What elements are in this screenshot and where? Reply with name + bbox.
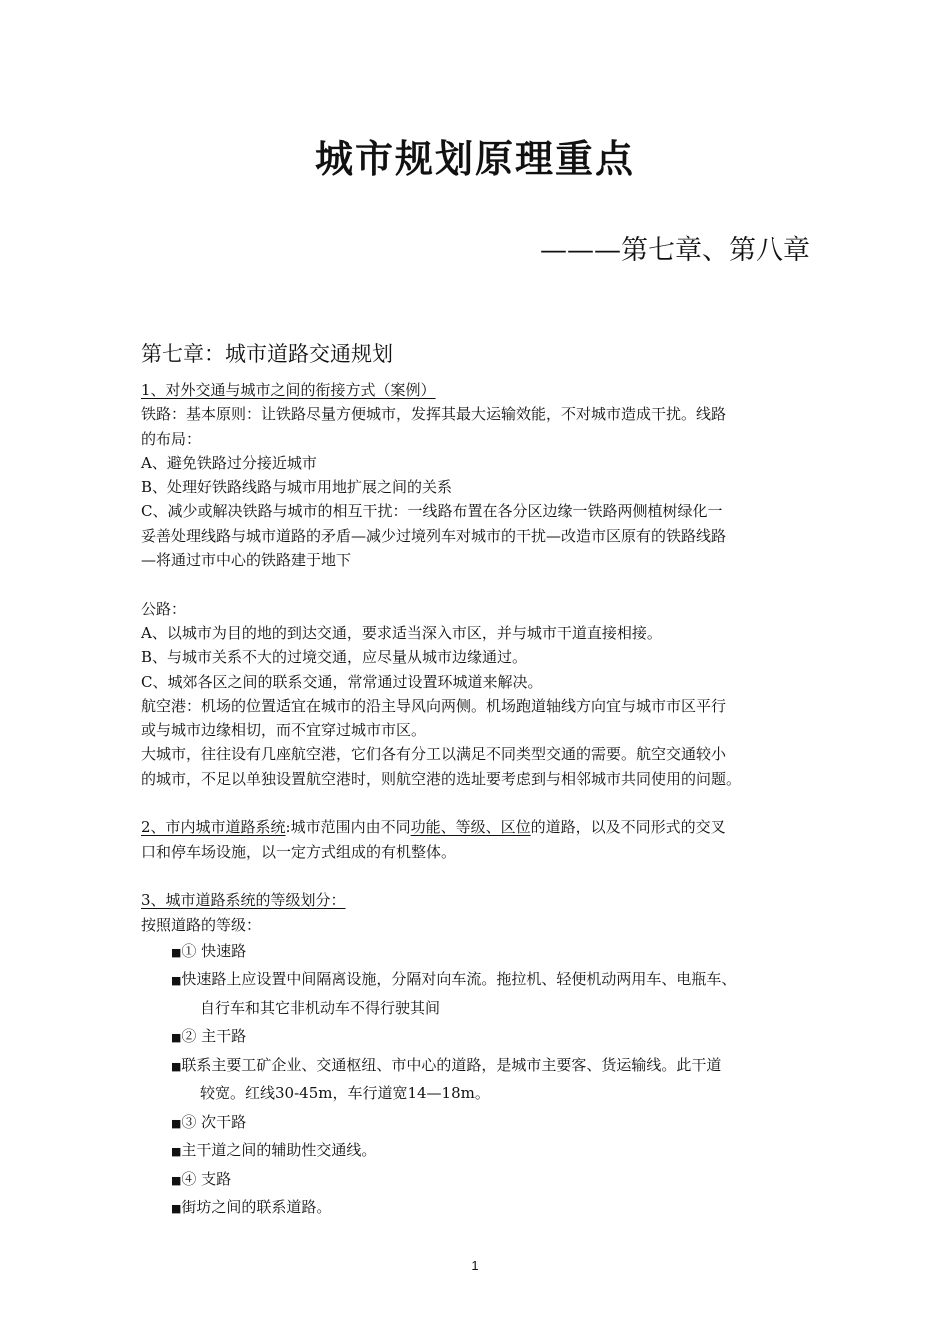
page-number: 1 <box>471 1258 479 1273</box>
bullet-square-icon: ■ <box>171 1145 182 1159</box>
bullet-square-icon: ■ <box>171 945 182 959</box>
section-2-text-b: 的道路，以及不同形式的交叉 <box>530 818 726 837</box>
list-item: ■街坊之间的联系道路。 <box>171 1198 332 1217</box>
section-2-text-a: :城市范围内由不同 <box>285 818 411 837</box>
road-item-c: C、城郊各区之间的联系交通，常常通过设置环城道来解决。 <box>141 672 543 691</box>
rail-item-c-line-3: —将通过市中心的铁路建于地下 <box>141 551 352 570</box>
section-2-underlined-terms: 功能、等级、区位 <box>410 818 531 837</box>
list-item: ■① 快速路 <box>171 941 247 960</box>
document-title: 城市规划原理重点 <box>314 137 635 181</box>
road-item-a: A、以城市为目的地的到达交通，要求适当深入市区，并与城市干道直接相接。 <box>141 623 662 642</box>
section-1-heading: 1、对外交通与城市之间的衔接方式（案例） <box>141 381 436 399</box>
list-item-continuation: 较宽。红线30-45m，车行道宽14—18m。 <box>200 1084 490 1103</box>
section-2-paragraph-line-2: 口和停车场设施，以一定方式组成的有机整体。 <box>141 842 457 861</box>
list-item: ■② 主干路 <box>171 1027 247 1046</box>
airport-line-1: 航空港：机场的位置适宜在城市的沿主导风向两侧。机场跑道轴线方向宜与城市市区平行 <box>141 696 727 715</box>
bullet-square-icon: ■ <box>171 974 182 988</box>
section-2-paragraph-line-1 <box>141 815 831 839</box>
list-item: ■④ 支路 <box>171 1169 232 1188</box>
section-3-intro: 按照道路的等级： <box>141 915 262 934</box>
rail-item-a: A、避免铁路过分接近城市 <box>141 453 317 472</box>
road-item-b: B、与城市关系不大的过境交通，应尽量从城市边缘通过。 <box>141 648 528 667</box>
list-item: ■主干道之间的辅助性交通线。 <box>171 1141 377 1160</box>
big-city-line-2: 的城市，不足以单独设置航空港时，则航空港的选址要考虑到与相邻城市共同使用的问题。 <box>141 769 742 788</box>
bullet-square-icon: ■ <box>171 1116 182 1130</box>
chapter-heading: 第七章：城市道路交通规划 <box>141 342 393 366</box>
list-item: ■快速路上应设置中间隔离设施，分隔对向车流。拖拉机、轻便机动两用车、电瓶车、 <box>171 970 737 989</box>
big-city-line-1: 大城市，往往设有几座航空港，它们各有分工以满足不同类型交通的需要。航空交通较小 <box>141 745 727 764</box>
bullet-square-icon: ■ <box>171 1173 182 1187</box>
list-item-continuation: 自行车和其它非机动车不得行驶其间 <box>200 998 441 1017</box>
bullet-square-icon: ■ <box>171 1031 182 1045</box>
bullet-square-icon: ■ <box>171 1202 182 1216</box>
rail-item-c-line-2: 妥善处理线路与城市道路的矛盾—减少过境列车对城市的干扰—改造市区原有的铁路线路 <box>141 526 727 545</box>
bullet-square-icon: ■ <box>171 1059 182 1073</box>
rail-paragraph-line-2: 的布局： <box>141 429 202 448</box>
rail-paragraph-line-1: 铁路：基本原则：让铁路尽量方便城市，发挥其最大运输效能，不对城市造成干扰。线路 <box>141 405 727 424</box>
list-item: ■联系主要工矿企业、交通枢纽、市中心的道路，是城市主要客、货运输线。此干道 <box>171 1055 722 1074</box>
document-body <box>141 378 831 1222</box>
document-subtitle: ———第七章、第八章 <box>540 235 810 266</box>
rail-item-b: B、处理好铁路线路与城市用地扩展之间的关系 <box>141 478 453 497</box>
section-2-heading: 2、市内城市道路系统 <box>141 818 286 837</box>
list-item: ■③ 次干路 <box>171 1112 247 1131</box>
section-3-heading: 3、城市道路系统的等级划分： <box>141 891 346 910</box>
road-label: 公路： <box>141 599 187 618</box>
airport-line-2: 或与城市边缘相切，而不宜穿过城市市区。 <box>141 721 427 740</box>
rail-item-c-line-1: C、减少或解决铁路与城市的相互干扰：一线路布置在各分区边缘一铁路两侧植树绿化一 <box>141 502 723 521</box>
